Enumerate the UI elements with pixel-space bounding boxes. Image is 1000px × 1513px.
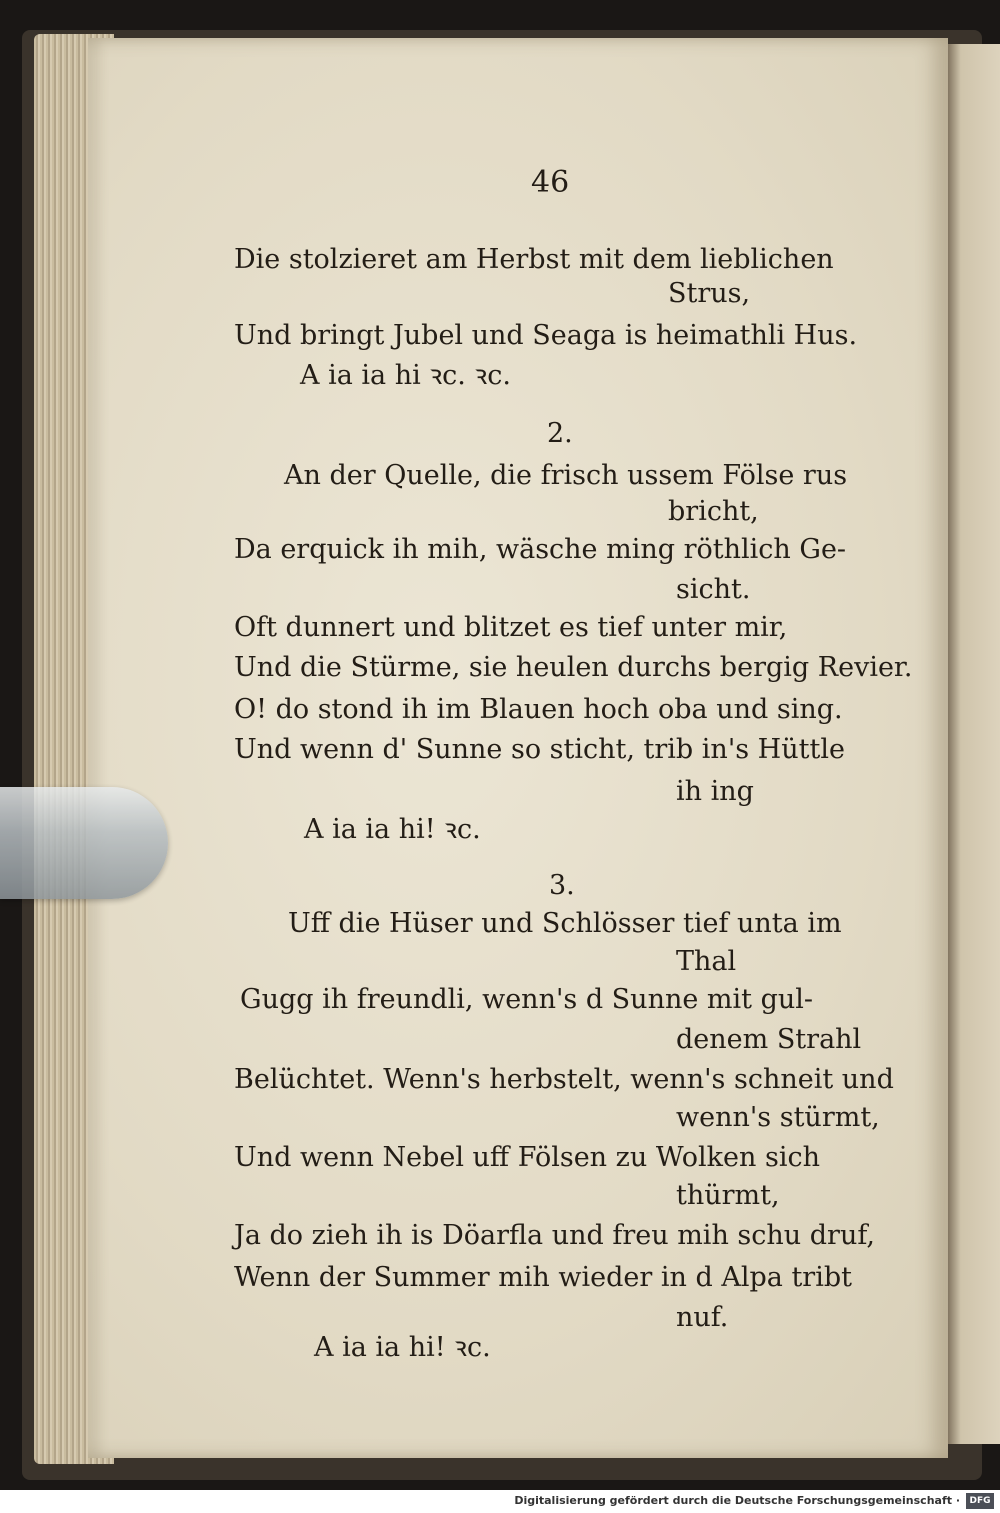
text-line: Uff die Hüser und Schlösser tief unta im	[288, 908, 842, 939]
footer-bar	[0, 1490, 1000, 1513]
text-line: Und wenn Nebel uff Fölsen zu Wolken sich	[234, 1142, 820, 1173]
text-line: Da erquick ih mih, wäsche ming röthlich Ge-	[234, 534, 847, 565]
text-line: A ia ia hi! ꝛc.	[314, 1332, 491, 1363]
text-line: Und wenn d' Sunne so sticht, trib in's Hüttle	[234, 734, 845, 765]
page-number: 46	[531, 165, 570, 200]
section-number: 2.	[547, 418, 573, 449]
text-line: bricht,	[668, 496, 759, 527]
text-line: Thal	[676, 946, 737, 977]
text-line: Die stolzieret am Herbst mit dem lieblichen	[234, 244, 834, 275]
text-line: Ja do zieh ih is Döarfla und freu mih schu druf,	[234, 1220, 875, 1251]
dfg-logo: DFG	[966, 1493, 994, 1509]
section-number: 3.	[549, 870, 575, 901]
text-line: Strus,	[668, 278, 751, 309]
text-line: Oft dunnert und blitzet es tief unter mir,	[234, 612, 788, 643]
text-line: ih ing	[676, 776, 754, 807]
text-line: O! do stond ih im Blauen hoch oba und sing.	[234, 694, 843, 725]
text-line: Wenn der Summer mih wieder in d Alpa tribt	[234, 1262, 852, 1293]
text-line: A ia ia hi! ꝛc.	[304, 814, 481, 845]
text-line: Gugg ih freundli, wenn's d Sunne mit gul-	[240, 984, 814, 1015]
text-line: Und die Stürme, sie heulen durchs bergig Revier.	[234, 652, 913, 683]
page-clip	[0, 787, 168, 899]
text-line: Belüchtet. Wenn's herbstelt, wenn's schneit und	[234, 1064, 894, 1095]
facing-page	[944, 44, 1000, 1444]
text-line: denem Strahl	[676, 1024, 862, 1055]
text-line: A ia ia hi ꝛc. ꝛc.	[300, 360, 511, 391]
funding-credit: Digitalisierung gefördert durch die Deutsche Forschungsgemeinschaft ·	[514, 1494, 960, 1507]
text-line: sicht.	[676, 574, 751, 605]
text-line: An der Quelle, die frisch ussem Fölse rus	[284, 460, 848, 491]
text-line: Und bringt Jubel und Seaga is heimathli Hus.	[234, 320, 858, 351]
text-line: nuf.	[676, 1302, 729, 1333]
text-line: wenn's stürmt,	[676, 1102, 880, 1133]
text-line: thürmt,	[676, 1180, 780, 1211]
